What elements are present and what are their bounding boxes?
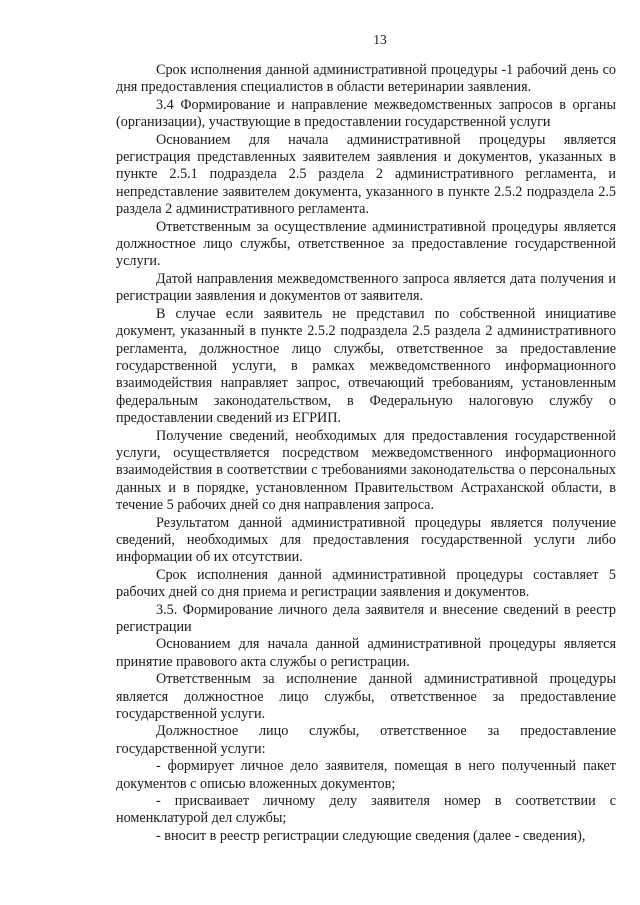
list-item-assigns-number: - присваивает личному делу заявителя номер в соответствии с номенклатурой дел службы; [116, 793, 616, 827]
paragraph-deadline-1: Срок исполнения данной административной процедуры -1 рабочий день со дня предоставления специалистов в области ветеринарии заявления. [116, 62, 616, 96]
section-heading-3-5: 3.5. Формирование личного дела заявителя и внесение сведений в реестр регистрации [116, 601, 616, 635]
paragraph-responsible: Ответственным за осуществление административной процедуры является должностное лицо службы, ответственное за предоставление государственной услуги. [116, 218, 616, 270]
paragraph-request-egrip: В случае если заявитель не представил по собственной инициативе документ, указанный в пункте 2.5.2 подраздела 2.5 раздела 2 административного регламента, должностное лицо службы, ответственное за предоставление государственной услуги, в рамках межведомственного информационного взаимодействия направляет запрос, отвечающий требованиям, установленным федеральным законодательством, в Федеральную налоговую службу о предоставлении сведений из ЕГРИП. [116, 305, 616, 427]
page-number: 13 [373, 32, 387, 47]
paragraph-responsible-3-5: Ответственным за исполнение данной административной процедуры является должностное лицо службы, ответственное за предоставление государственной услуги. [116, 671, 616, 723]
paragraph-deadline-5: Срок исполнения данной административной процедуры составляет 5 рабочих дней со дня приема и регистрации заявления и документов. [116, 566, 616, 601]
document-body [116, 62, 616, 845]
paragraph-official-duties: Должностное лицо службы, ответственное за предоставление государственной услуги: [116, 723, 616, 757]
section-heading-3-4: 3.4 Формирование и направление межведомственных запросов в органы (организации), участвующие в предоставлении государственной услуги [116, 96, 616, 131]
paragraph-basis: Основанием для начала административной процедуры является регистрация представленных заявителем заявления и документов, указанных в пункте 2.5.1 подраздела 2.5 раздела 2 административного регламента, и непредставление заявителем документа, указанного в пункте 2.5.2 подраздела 2.5 раздела 2 административного регламента. [116, 131, 616, 218]
paragraph-request-date: Датой направления межведомственного запроса является дата получения и регистрации заявления и документов от заявителя. [116, 270, 616, 305]
list-item-forms-file: - формирует личное дело заявителя, помещая в него полученный пакет документов с описью вложенных документов; [116, 758, 616, 792]
list-item-registry-entry: - вносит в реестр регистрации следующие сведения (далее - сведения), [156, 827, 586, 844]
paragraph-basis-3-5: Основанием для начала данной административной процедуры является принятие правового акта службы о регистрации. [116, 636, 616, 670]
paragraph-information-exchange: Получение сведений, необходимых для предоставления государственной услуги, осуществляется посредством межведомственного информационного взаимодействия в соответствии с требованиями законодательства о персональных данных и в порядке, установленном Правительством Астраханской области, в течение 5 рабочих дней со дня направления запроса. [116, 427, 616, 514]
paragraph-result: Результатом данной административной процедуры является получение сведений, необходимых для предоставления государственной услуги либо информации об их отсутствии. [116, 514, 616, 566]
